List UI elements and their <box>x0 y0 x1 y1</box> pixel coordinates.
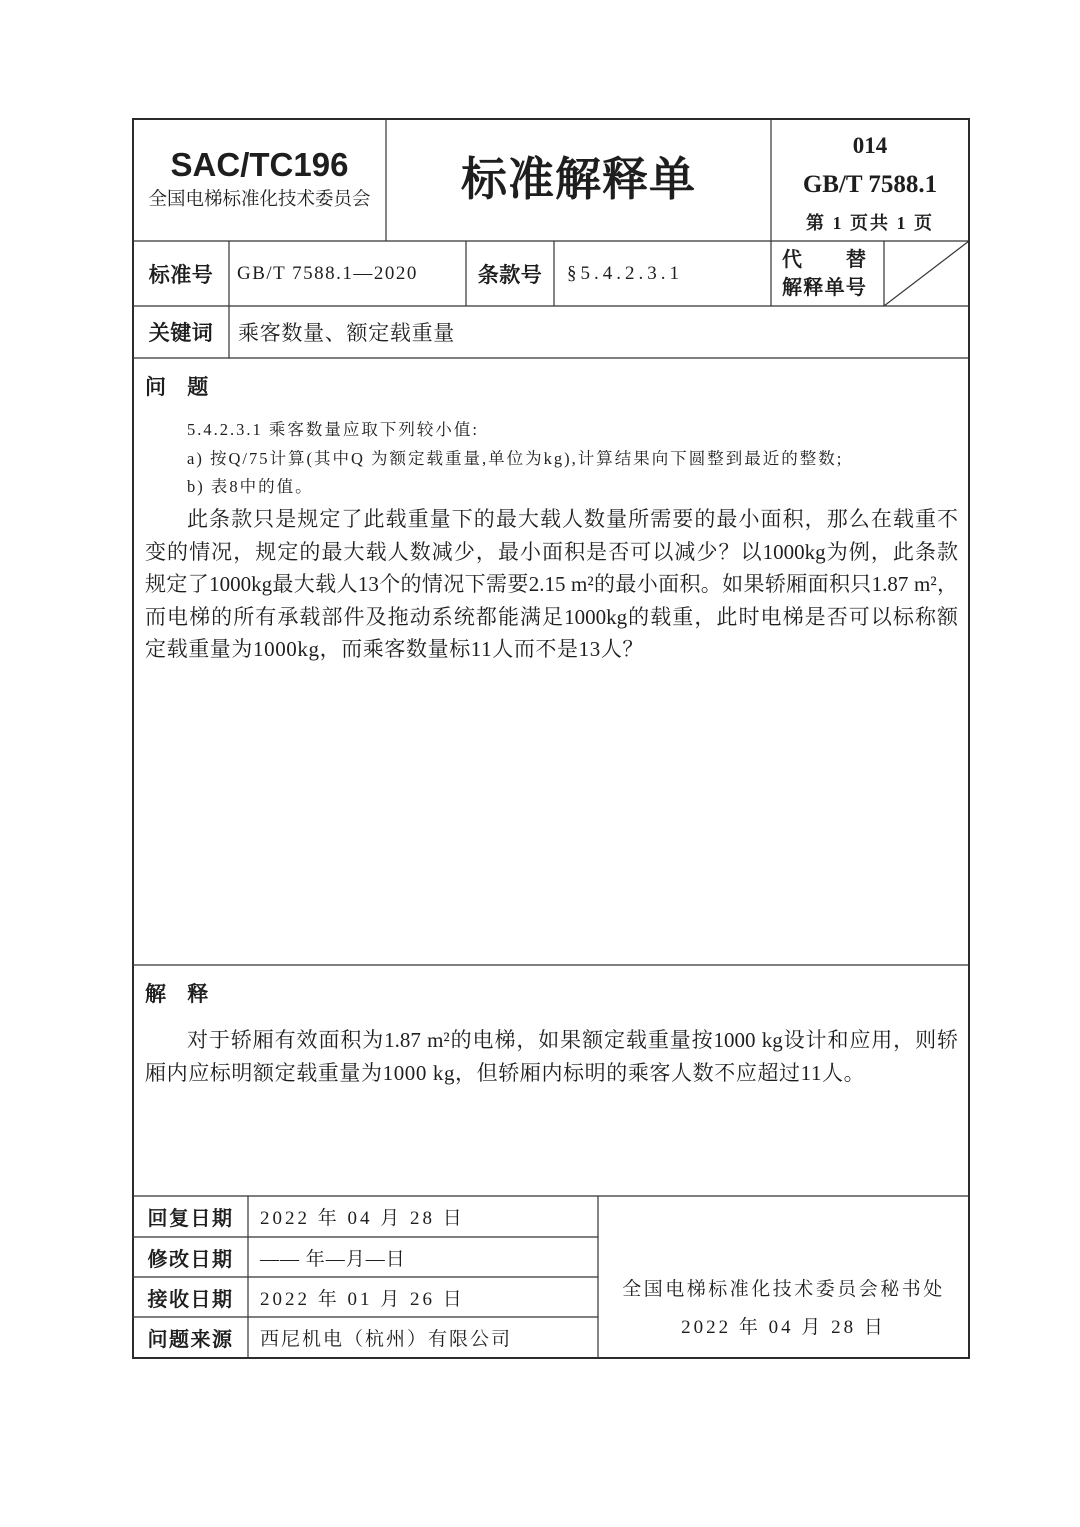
question-title: 问 题 <box>145 375 209 399</box>
standard-no-label: 标准号 <box>148 262 214 287</box>
issue-date: 2022 年 04 月 28 日 <box>681 1317 886 1338</box>
org-cell <box>133 119 386 241</box>
explanation-paragraph-line: 厢内应标明额定载重量为1000 kg，但轿厢内标明的乘客人数不应超过11人。 <box>145 1061 866 1085</box>
clause-no-value-cell <box>554 241 771 306</box>
explanation-title: 解 释 <box>145 982 209 1006</box>
explanation-paragraph <box>145 1024 958 1090</box>
replaces-label-line1: 代 替 <box>782 248 866 271</box>
keywords-value: 乘客数量、额定载重量 <box>238 321 455 345</box>
revision-date-label: 修改日期 <box>147 1248 234 1271</box>
received-date-label-cell <box>133 1277 248 1317</box>
reply-date-label: 回复日期 <box>147 1208 234 1230</box>
clause-quote-line: a) 按Q/75计算(其中Q 为额定载重量,单位为kg),计算结果向下圆整到最近的整数; <box>187 448 844 468</box>
question-paragraph-line: 规定了1000kg最大载人13个的情况下需要2.15 m²的最小面积。如果轿厢面积只1.87 m²， <box>145 572 958 596</box>
standard-no-value-cell <box>229 241 466 306</box>
issuer-block <box>598 1271 969 1347</box>
issuer-name: 全国电梯标准化技术委员会秘书处 <box>622 1279 945 1300</box>
reply-date-label-cell <box>133 1196 248 1237</box>
document-number-cell <box>771 119 969 241</box>
clause-no-label: 条款号 <box>477 262 543 287</box>
revision-date-value-cell <box>248 1237 598 1277</box>
received-date-value: 2022 年 01 月 26 日 <box>260 1288 465 1310</box>
clause-no-label-cell <box>466 241 554 306</box>
clause-no-value: §5.4.2.3.1 <box>567 262 683 284</box>
question-paragraph <box>145 503 958 666</box>
question-source-label: 问题来源 <box>147 1329 234 1351</box>
org-name: 全国电梯标准化技术委员会 <box>148 189 371 210</box>
replaces-label <box>782 246 867 302</box>
standard-no-label-cell <box>133 241 229 306</box>
org-code: SAC/TC196 <box>170 146 349 183</box>
explanation-paragraph-line: 对于轿厢有效面积为1.87 m²的电梯，如果额定载重量按1000 kg设计和应用，则轿 <box>187 1028 958 1052</box>
question-paragraph-line: 变的情况，规定的最大载人数减少，最小面积是否可以减少？以1000kg为例，此条款 <box>145 539 958 564</box>
page-info: 第 1 页共 1 页 <box>806 213 934 233</box>
keywords-label: 关键词 <box>148 321 214 345</box>
reply-date-value: 2022 年 04 月 28 日 <box>260 1208 465 1229</box>
keywords-value-cell <box>229 306 969 358</box>
serial-number: 014 <box>852 133 888 158</box>
document-title: 标准解释单 <box>461 154 696 205</box>
keywords-label-cell <box>133 306 229 358</box>
clause-quote-line: b) 表8中的值。 <box>187 477 314 496</box>
revision-date-label-cell <box>133 1237 248 1277</box>
received-date-label: 接收日期 <box>147 1288 234 1311</box>
reply-date-value-cell <box>248 1196 598 1237</box>
revision-date-value: —— 年—月—日 <box>260 1248 406 1270</box>
empty-cell-diagonal <box>884 241 969 306</box>
clause-quote <box>187 416 843 502</box>
standard-code: GB/T 7588.1 <box>802 171 938 198</box>
replaces-label-line2: 解释单号 <box>782 276 868 299</box>
question-paragraph-line: 而电梯的所有承载部件及拖动系统都能满足1000kg的载重，此时电梯是否可以标称额 <box>145 604 958 629</box>
replaces-label-cell <box>771 241 884 306</box>
standard-no-value: GB/T 7588.1—2020 <box>237 262 418 284</box>
question-source-label-cell <box>133 1317 248 1358</box>
question-paragraph-line: 定载重量为1000kg，而乘客数量标11人而不是13人？ <box>145 637 645 661</box>
question-source-value-cell <box>248 1317 598 1358</box>
question-source-value: 西尼机电（杭州）有限公司 <box>260 1329 513 1350</box>
title-cell <box>386 119 771 241</box>
received-date-value-cell <box>248 1277 598 1317</box>
clause-quote-line: 5.4.2.3.1 乘客数量应取下列较小值: <box>187 420 479 439</box>
question-paragraph-line: 此条款只是规定了此载重量下的最大载人数量所需要的最小面积，那么在载重不 <box>187 507 958 531</box>
